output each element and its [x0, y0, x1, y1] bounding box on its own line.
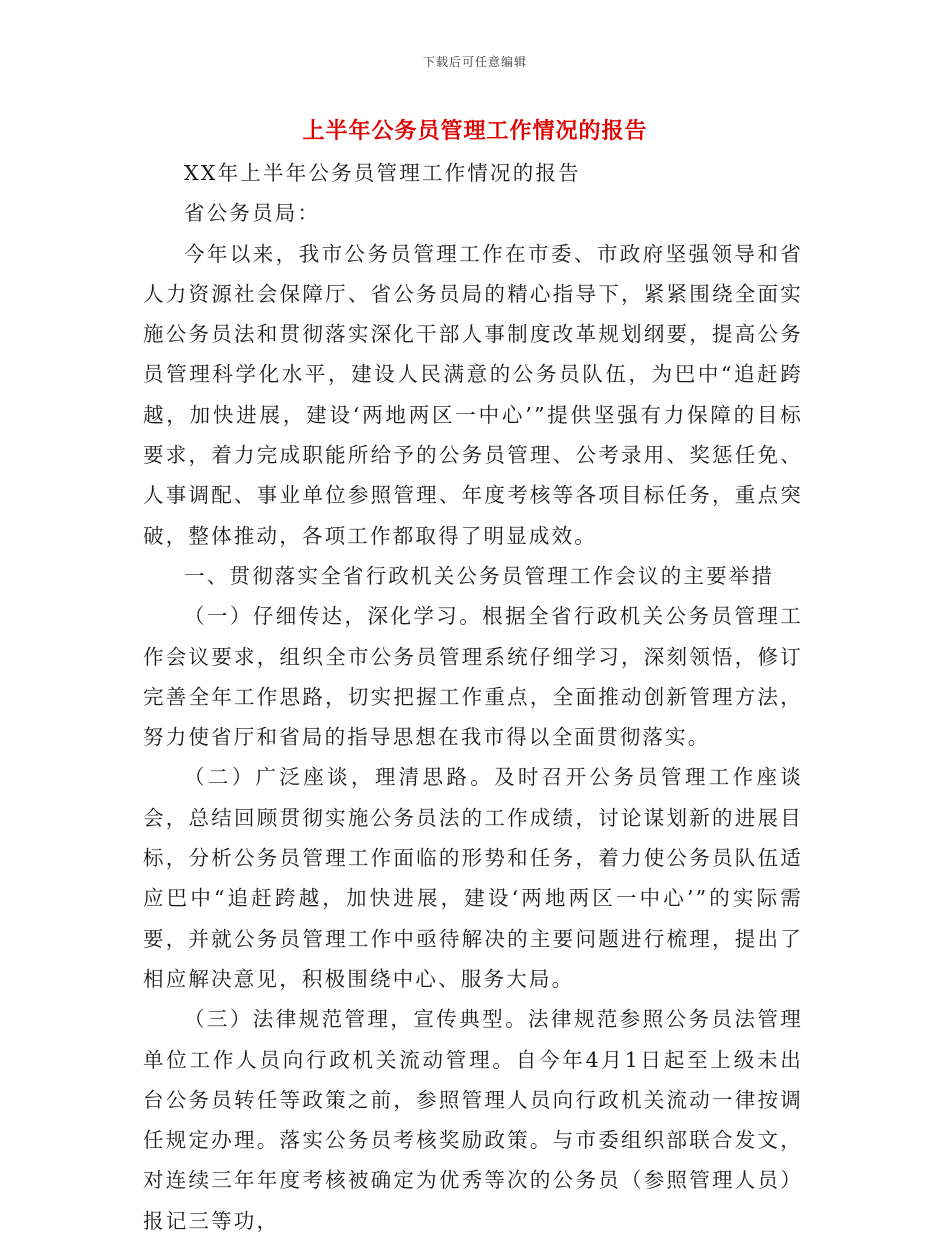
paragraph-salutation: 省公务员局： [184, 201, 321, 226]
paragraph-intro: 今年以来，我市公务员管理工作在市委、市政府坚强领导和省人力资源社会保障厅、省公务员局的精心指导下，紧紧围绕全面实施公务员法和贯彻落实深化干部人事制度改革规划纲要，提高公务员管理科学化水平，建设人民满意的公务员队伍，为巴中“追赶跨越，加快进展，建设‘两地两区一中心’”提供坚强有力保障的目标要求，着力完成职能所给予的公务员管理、公考录用、奖惩任免、人事调配、事业单位参照管理、年度考核等各项目标任务，重点突破，整体推动，各项工作都取得了明显成效。 [143, 241, 803, 548]
paragraph-item-3: （三）法律规范管理，宣传典型。法律规范参照公务员法管理单位工作人员向行政机关流动管理。自今年4月1日起至上级未出台公务员转任等政策之前，参照管理人员向行政机关流动一律按调任规定办理。落实公务员考核奖励政策。与市委组织部联合发文，对连续三年年度考核被确定为优秀等次的公务员（参照管理人员）报记三等功， [143, 1007, 803, 1233]
paragraph-subtitle: XX年上半年公务员管理工作情况的报告 [184, 161, 581, 185]
document-body [143, 153, 803, 1241]
document-title: 上半年公务员管理工作情况的报告 [302, 118, 648, 144]
header-note: 下载后可任意编辑 [422, 55, 527, 69]
paragraph-item-1: （一）仔细传达，深化学习。根据全省行政机关公务员管理工作会议要求，组织全市公务员管理系统仔细学习，深刻领悟，修订完善全年工作思路，切实把握工作重点，全面推动创新管理方法，努力使省厅和省局的指导思想在我市得以全面贯彻落实。 [143, 604, 803, 750]
paragraph-item-2: （二）广泛座谈，理清思路。及时召开公务员管理工作座谈会，总结回顾贯彻实施公务员法的工作成绩，讨论谋划新的进展目标，分析公务员管理工作面临的形势和任务，着力使公务员队伍适应巴中“追赶跨越，加快进展，建设‘两地两区一中心’”的实际需要，并就公务员管理工作中亟待解决的主要问题进行梳理，提出了相应解决意见，积极围绕中心、服务大局。 [143, 765, 803, 991]
section-heading-1: 一、贯彻落实全省行政机关公务员管理工作会议的主要举措 [184, 563, 775, 588]
